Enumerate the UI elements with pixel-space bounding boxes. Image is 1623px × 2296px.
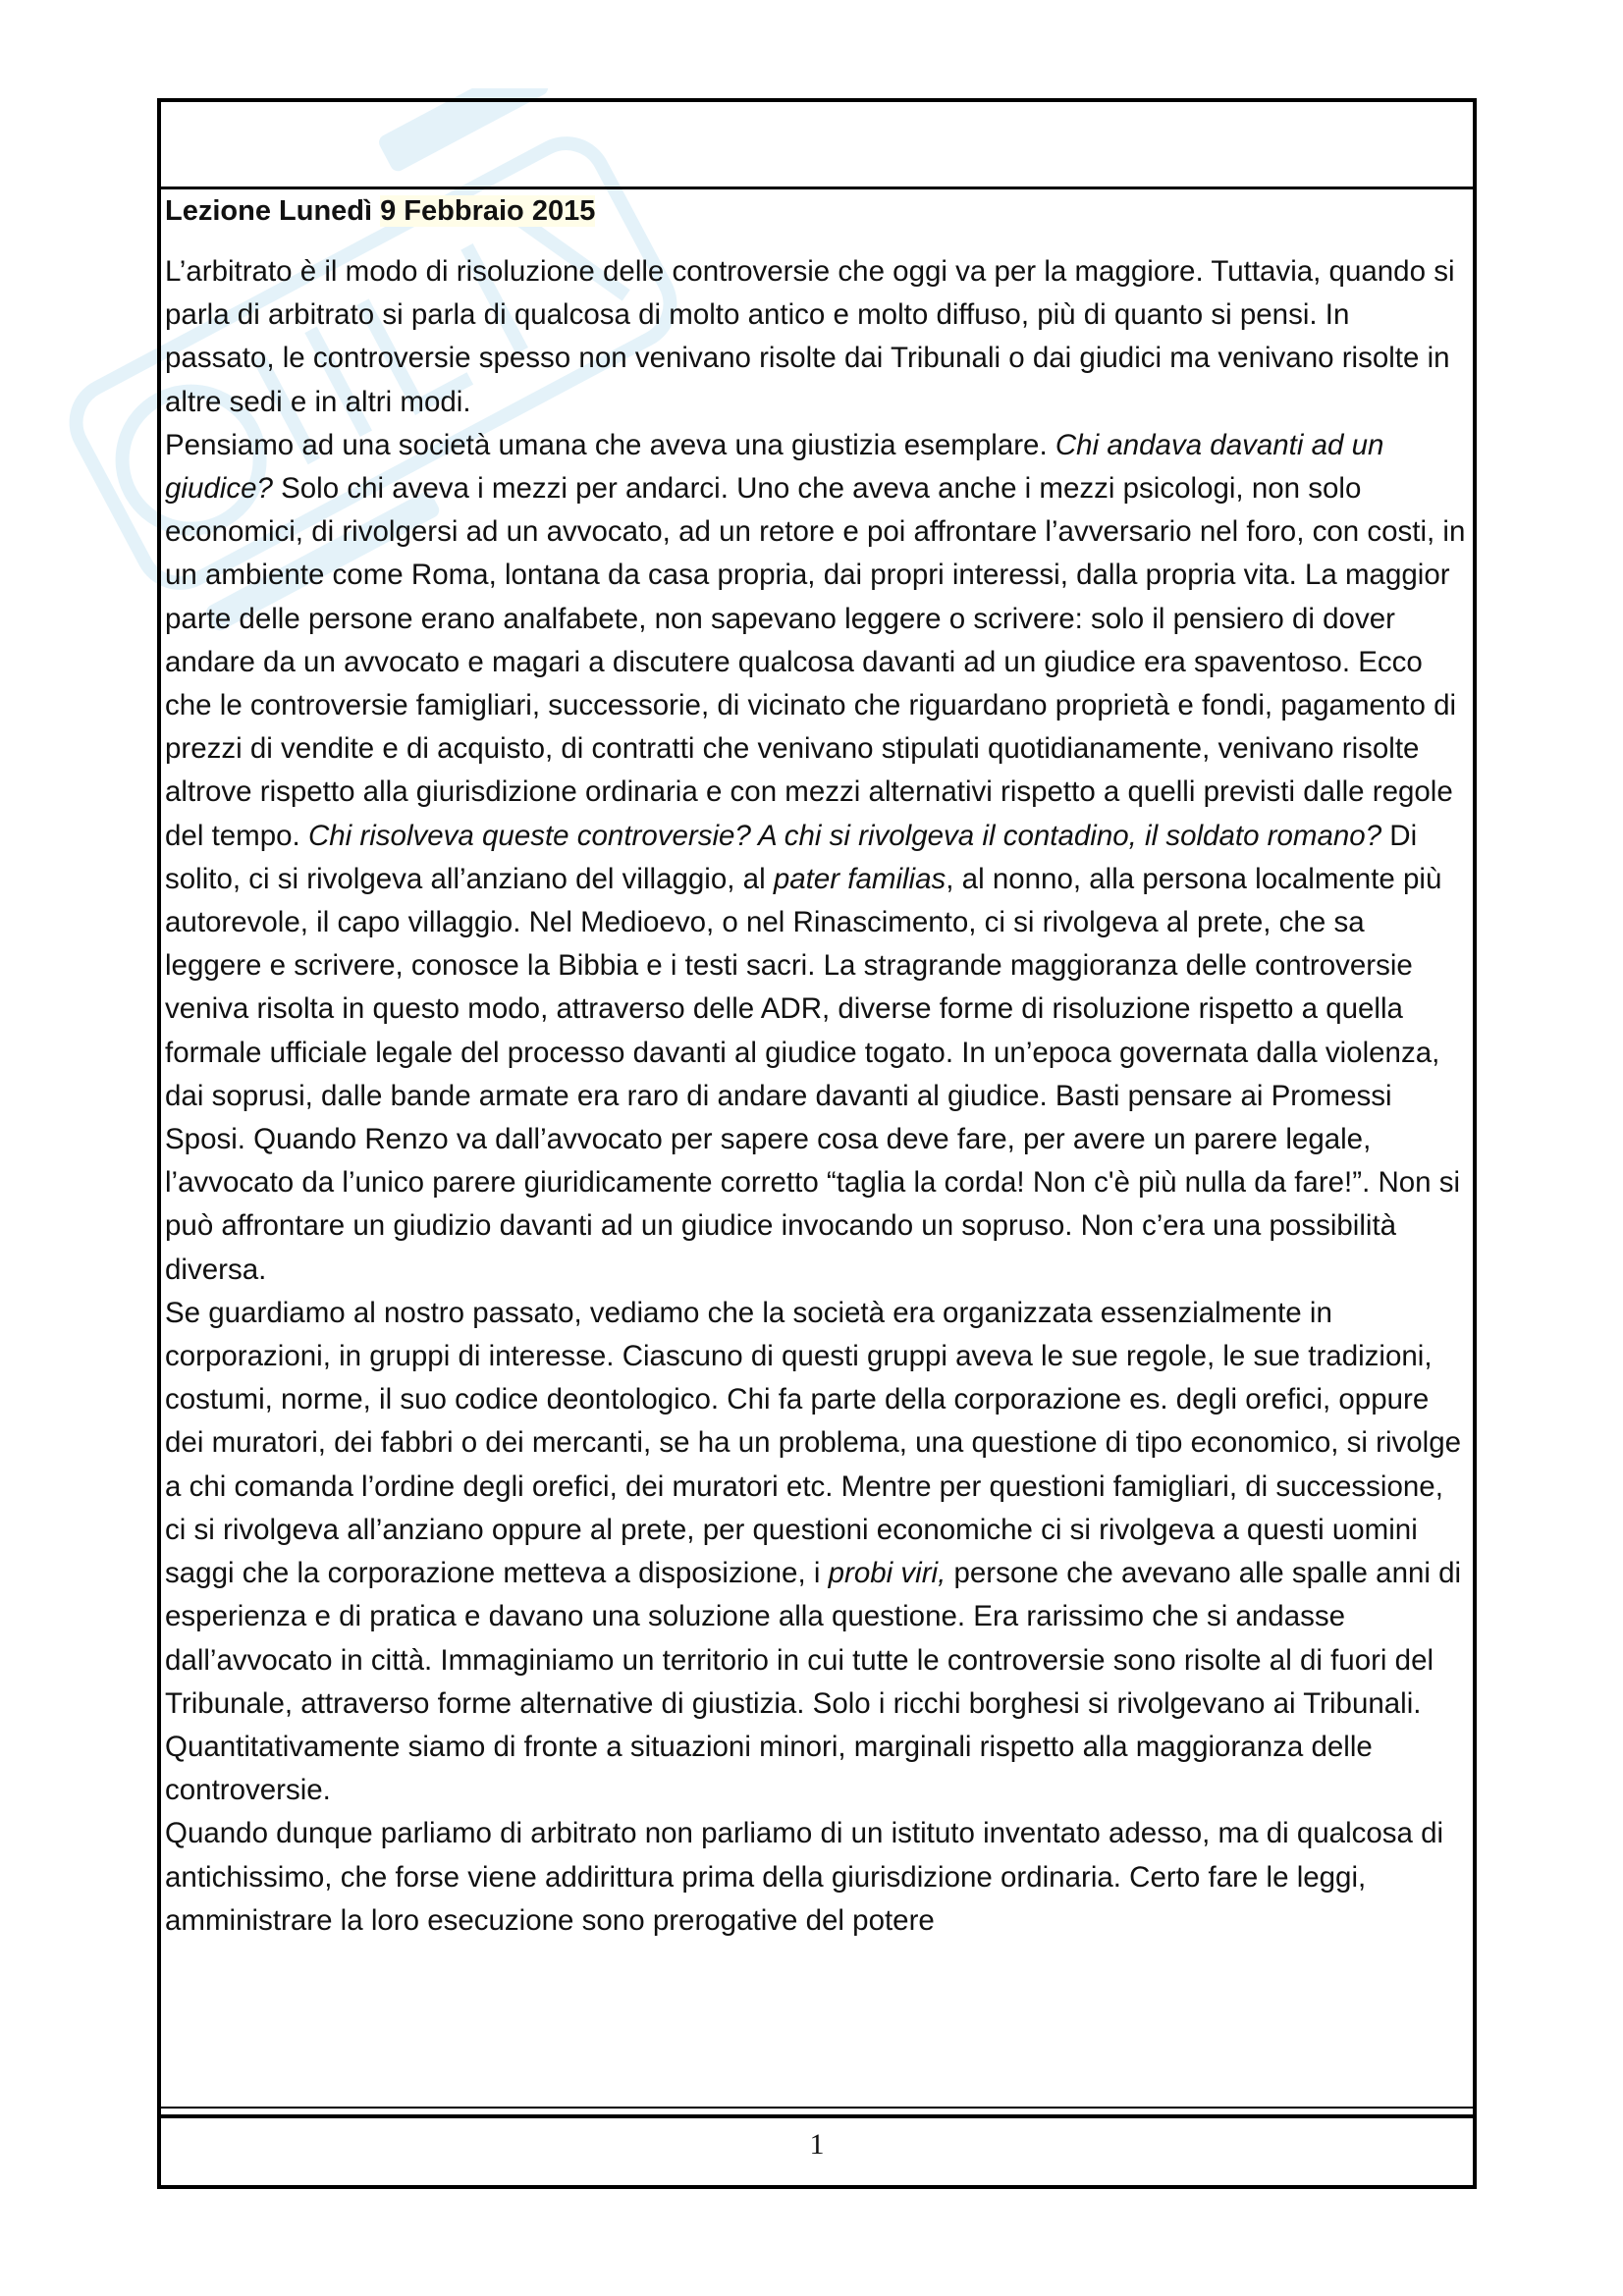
paragraph xyxy=(165,424,1467,1292)
text-run: , al nonno, alla persona localmente più autorevole, il capo villaggio. Nel Medioevo, o nel Rinascimento, ci si rivolgeva al prete, che sa leggere e scrivere, conosce la Bibbia e i testi sacri. La stragrande maggioranza delle controversie veniva risolta in questo modo, attraverso delle ADR, diverse forme di risoluzione rispetto a quella formale ufficiale legale del processo davanti al giudice togato. In un’epoca governata dalla violenza, dai soprusi, dalle bande armate era raro di andare davanti al giudice. Basti pensare ai Promessi Sposi. Quando Renzo va dall’avvocato per sapere cosa deve fare, per avere un parere legale, l’avvocato da l’unico parere giuridicamente corretto “taglia la corda! Non c'è più nulla da fare!”. Non si può affrontare un giudizio davanti ad un giudice invocando un sopruso. Non c’era una possibilità diversa. xyxy=(165,862,1461,1286)
text-run: Di solito, ci si rivolgeva all’anziano del villaggio, al xyxy=(165,819,1418,895)
text-run: Quando dunque parliamo di arbitrato non parliamo di un istituto inventato adesso, ma di qualcosa di antichissimo, che forse viene addirittura prima della giurisdizione ordinaria. Certo fare le leggi, amministrare la loro esecuzione sono prerogative del potere xyxy=(165,1817,1444,1937)
lesson-title-prefix: Lezione Lunedì xyxy=(165,195,381,227)
lesson-text xyxy=(161,227,1473,1943)
paragraph xyxy=(165,1812,1467,1943)
page-number: 1 xyxy=(809,2128,825,2161)
italic-run: pater familias xyxy=(773,862,947,895)
paragraph xyxy=(165,250,1467,424)
paragraph xyxy=(165,1292,1467,1812)
italic-run: Chi andava davanti ad un giudice? xyxy=(165,428,1384,506)
page-footer xyxy=(161,2114,1473,2185)
text-run: Solo chi aveva i mezzi per andarci. Uno che aveva anche i mezzi psicologi, non solo economici, di rivolgersi ad un avvocato, ad un retore e poi affrontare l’avversario nel foro, con costi, in un ambiente come Roma, lontana da casa propria, dai propri interessi, dalla propria vita. La maggior parte delle persone erano analfabete, non sapevano leggere o scrivere: solo il pensiero di dover andare da un avvocato e magari a discutere qualcosa davanti ad un giudice era spaventoso. Ecco che le controversie famigliari, successorie, di vicinato che riguardano proprietà e fondi, pagamento di prezzi di vendite e di acquisto, di contratti che venivano stipulati quotidianamente, venivano risolte altrove rispetto alla giurisdizione ordinaria e con mezzi alternativi rispetto a quelli previsti dalle regole del tempo. xyxy=(165,472,1466,852)
italic-run: probi viri, xyxy=(828,1557,947,1590)
body-bottom-rule xyxy=(161,2107,1473,2109)
text-run: L’arbitrato è il modo di risoluzione delle controversie che oggi va per la maggiore. Tuttavia, quando si parla di arbitrato si parla di qualcosa di molto antico e molto diffuso, più di quanto si pensi. In passato, le controversie spesso non venivano risolte dai Tribunali o dai giudici ma venivano risolte in altre sedi e in altri modi. xyxy=(165,255,1455,418)
text-run: Se guardiamo al nostro passato, vediamo che la società era organizzata essenzialmente in corporazioni, in gruppi di interesse. Ciascuno di questi gruppi aveva le sue regole, le sue tradizioni, costumi, norme, il suo codice deontologico. Chi fa parte della corporazione es. degli orefici, oppure dei muratori, dei fabbri o dei mercanti, se ha un problema, una questione di tipo economico, si rivolge a chi comanda l’ordine degli orefici, dei muratori etc. Mentre per questioni famigliari, di successione, ci si rivolgeva all’anziano oppure al prete, per questioni economiche ci si rivolgeva a questi uomini saggi che la corporazione metteva a disposizione, i xyxy=(165,1296,1462,1590)
text-run: persone che avevano alle spalle anni di esperienza e di pratica e davano una soluzione alla questione. Era rarissimo che si andasse dall’avvocato in città. Immaginiamo un territorio in cui tutte le controversie sono risolte al di fuori del Tribunale, attraverso forme alternative di giustizia. Solo i ricchi borghesi si rivolgevano ai Tribunali. Quantitativamente siamo di fronte a situazioni minori, marginali rispetto alla maggioranza delle controversie. xyxy=(165,1557,1462,1807)
italic-run: Chi risolveva queste controversie? A chi si rivolgeva il contadino, il soldato romano? xyxy=(307,819,1382,852)
page-frame xyxy=(157,98,1477,2189)
page-header xyxy=(161,102,1473,189)
lesson-title xyxy=(161,189,1473,227)
text-run: Pensiamo ad una società umana che aveva una giustizia esemplare. xyxy=(165,428,1055,461)
lesson-date: 9 Febbraio 2015 xyxy=(380,195,596,227)
document-body xyxy=(161,189,1473,2107)
